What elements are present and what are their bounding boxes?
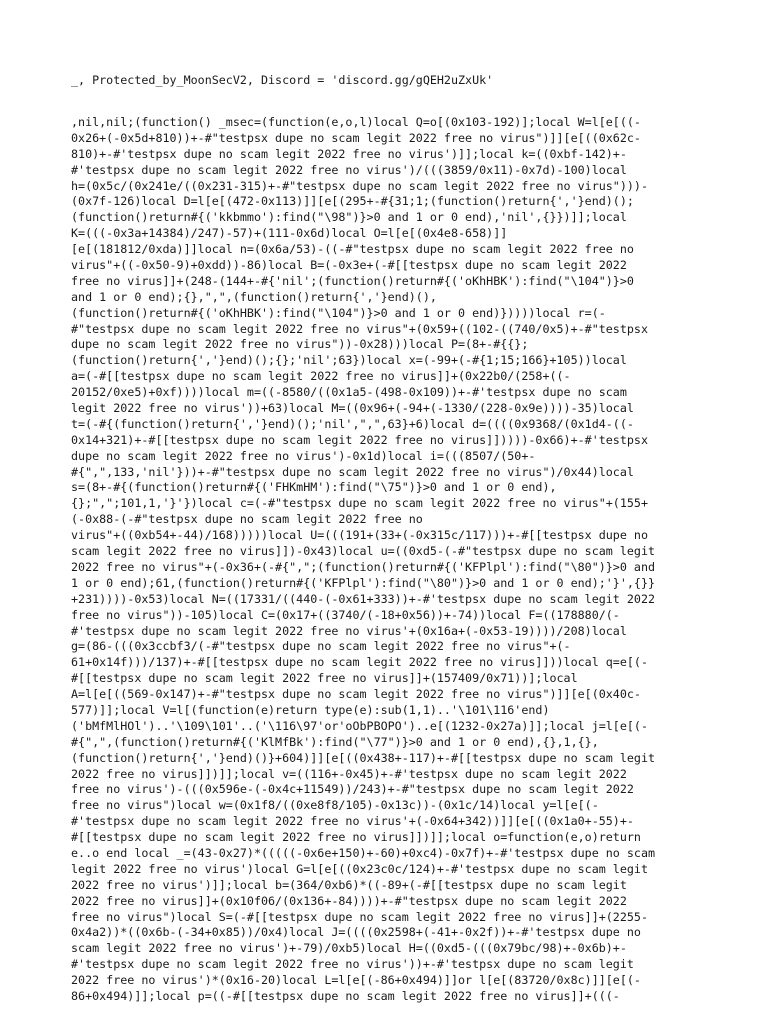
code-line: dupe no scam legit 2022 free no virus')-0x1d)local i=(((8507/(50+- bbox=[71, 448, 536, 463]
code-line: g=(86-(((0x3ccbf3/(-#"testpsx dupe no scam legit 2022 free no virus"+(- bbox=[71, 639, 571, 654]
code-line: 0x4a2))*((0x6b-(-34+0x85))/0x4)local J=((((0x2598+(-41+-0x2f))+-#'testpsx dupe no bbox=[71, 925, 641, 940]
code-line: 577)]];local V=l[(function(e)return type(e):sub(1,1)..'\101\116'end) bbox=[71, 702, 550, 717]
code-line: (function()return#{('oKhHBK'):find("\104")}>0 and 1 or 0 end)}))))local r=(- bbox=[71, 305, 606, 320]
code-line: 2022 free no virus]])]];local v=((116+-0x45)+-#'testpsx dupe no scam legit 2022 bbox=[71, 766, 627, 781]
code-line: 810)+-#'testpsx dupe no scam legit 2022 free no virus')]];local k=((0xbf-142)+- bbox=[71, 146, 627, 161]
code-line: 1 or 0 end);61,(function()return#{('KFPlpl'):find("\80")}>0 and 1 or 0 end);'}',{}} bbox=[71, 575, 656, 590]
code-line: free no virus]]+(248-(144+-#{'nil';(function()return#{('oKhHBK'):find("\104")}>0 bbox=[71, 273, 634, 288]
document-header: _, Protected_by_MoonSecV2, Discord = 'discord.gg/gQEH2uZxUk' bbox=[71, 73, 494, 87]
code-line: +231))))-0x53)local N=((17331/((440-(-0x61+333))+-#'testpsx dupe no scam legit 2022 bbox=[71, 591, 656, 606]
code-line: K=(((-0x3a+14384)/247)-57)+(111-0x6d)local O=l[e[(0x4e8-658)]] bbox=[71, 226, 508, 241]
code-line: scam legit 2022 free no virus]])-0x43)local u=((0xd5-(-#"testpsx dupe no scam legit bbox=[71, 544, 656, 559]
code-line: free no virus"))-105)local C=(0x17+((3740/(-18+0x56))+-74))local F=((178880/(- bbox=[71, 607, 620, 622]
code-line: (0x7f-126)local D=l[e[(472-0x113)]][e[(295+-#{31;1;(function()return{','}end)(); bbox=[71, 194, 634, 209]
code-line: e..o end local _=(43-0x27)*(((((-0x6e+150)+-60)+0xc4)-0x7f)+-#'testpsx dupe no scam bbox=[71, 845, 656, 860]
code-line: s=(8+-#{(function()return#{('FHKmHM'):find("\75")}>0 and 1 or 0 end), bbox=[71, 480, 557, 495]
code-block bbox=[71, 115, 701, 1005]
code-line: (function()return{','}end)();{};'nil';63})local x=(-99+(-#{1;15;166}+105))local bbox=[71, 353, 627, 368]
code-line: virus"+((0xb54+-44)/168)))))local U=(((191+(33+(-0x315c/117)))+-#[[testpsx dupe no bbox=[71, 528, 648, 543]
code-line: 2022 free no virus]]+(0x10f06/(0x136+-84))))+-#"testpsx dupe no scam legit 2022 bbox=[71, 893, 627, 908]
code-line: 0x26+(-0x5d+810))+-#"testpsx dupe no scam legit 2022 free no virus")]][e[((0x62c- bbox=[71, 130, 641, 145]
code-line: h=(0x5c/(0x241e/((0x231-315)+-#"testpsx dupe no scam legit 2022 free no virus")))- bbox=[71, 178, 648, 193]
code-line: (function()return{','}end)()}+604)]][e[((0x438+-117)+-#[[testpsx dupe no scam legit bbox=[71, 750, 656, 765]
code-line: #"testpsx dupe no scam legit 2022 free no virus"+(0x59+((102-((740/0x5)+-#"testpsx bbox=[71, 321, 648, 336]
code-line: [e[(181812/0xda)]]local n=(0x6a/53)-((-#"testpsx dupe no scam legit 2022 free no bbox=[71, 242, 634, 257]
code-line: a=(-#[[testpsx dupe no scam legit 2022 free no virus]]+(0x22b0/(258+((- bbox=[71, 369, 571, 384]
code-line: #'testpsx dupe no scam legit 2022 free no virus'))+-#'testpsx dupe no scam legit bbox=[71, 957, 634, 972]
code-line: (-0x88-(-#"testpsx dupe no scam legit 2022 free no bbox=[71, 512, 423, 527]
code-line: #'testpsx dupe no scam legit 2022 free no virus'+(0x16a+(-0x53-19))))/208)local bbox=[71, 623, 627, 638]
code-line: 61+0x14f)))/137)+-#[[testpsx dupe no scam legit 2022 free no virus]]))local q=e[(- bbox=[71, 655, 648, 670]
code-line: t=(-#{(function()return{','}end)();'nil',",",63}+6)local d=((((0x9368/(0x1d4-((- bbox=[71, 416, 634, 431]
code-line: 2022 free no virus"+(-0x36+(-#{",";(function()return#{('KFPlpl'):find("\80")}>0 and bbox=[71, 559, 656, 574]
code-line: 2022 free no virus')*(0x16-20)local L=l[e[(-86+0x494)]]or l[e[(83720/0x8c)]][e[(- bbox=[71, 973, 641, 988]
code-line: #[[testpsx dupe no scam legit 2022 free no virus]]+(157409/0x71))];local bbox=[71, 671, 578, 686]
code-line: 20152/0xe5)+0xf))))local m=((-8580/((0x1a5-(498-0x109))+-#'testpsx dupe no scam bbox=[71, 385, 627, 400]
code-line: 86+0x494)]];local p=((-#[[testpsx dupe no scam legit 2022 free no virus]]+(((- bbox=[71, 988, 620, 1003]
code-line: #'testpsx dupe no scam legit 2022 free no virus')/(((3859/0x11)-0x7d)-100)local bbox=[71, 162, 627, 177]
code-line: legit 2022 free no virus')local G=l[e[((0x23c0c/124)+-#'testpsx dupe no scam legit bbox=[71, 861, 648, 876]
code-line: dupe no scam legit 2022 free no virus"))-0x28)))local P=(8+-#{{}; bbox=[71, 337, 529, 352]
code-line: and 1 or 0 end);{},",",(function()return{','}end)(), bbox=[71, 289, 437, 304]
code-line: free no virus")local S=(-#[[testpsx dupe no scam legit 2022 free no virus]]+(2255- bbox=[71, 909, 648, 924]
code-line: ('bMfMlHOl')..'\109\101'..('\116\97'or'oObPBOPO')..e[(1232-0x27a)]];local j=l[e[(- bbox=[71, 718, 648, 733]
code-line: virus"+((-0x50-9)+0xdd))-86)local B=(-0x3e+(-#[[testpsx dupe no scam legit 2022 bbox=[71, 258, 627, 273]
code-line: #[[testpsx dupe no scam legit 2022 free no virus]])]];local o=function(e,o)return bbox=[71, 830, 641, 845]
code-line: legit 2022 free no virus'))+63)local M=((0x96+(-94+(-1330/(228-0x9e))))-35)local bbox=[71, 401, 634, 416]
code-line: (function()return#{('kkbmmo'):find("\98")}>0 and 1 or 0 end),'nil',{}})]];local bbox=[71, 210, 627, 225]
code-line: #'testpsx dupe no scam legit 2022 free no virus'+(-0x64+342))]][e[((0x1a0+-55)+- bbox=[71, 814, 634, 829]
code-line: #{",",133,'nil'}))+-#"testpsx dupe no scam legit 2022 free no virus")/0x44)local bbox=[71, 464, 634, 479]
code-line: A=l[e[((569-0x147)+-#"testpsx dupe no scam legit 2022 free no virus")]][e[(0x40c- bbox=[71, 687, 641, 702]
code-line: 2022 free no virus')]];local b=(364/0xb6)*((-89+(-#[[testpsx dupe no scam legit bbox=[71, 877, 627, 892]
code-line: scam legit 2022 free no virus')+-79)/0xb5)local H=((0xd5-(((0x79bc/98)+-0x6b)+- bbox=[71, 941, 627, 956]
code-line: 0x14+321)+-#[[testpsx dupe no scam legit 2022 free no virus]]))))-0x66)+-#'testpsx bbox=[71, 432, 648, 447]
code-line: free no virus')-(((0x596e-(-0x4c+11549))/243)+-#"testpsx dupe no scam legit 2022 bbox=[71, 782, 634, 797]
code-line: #{",",(function()return#{('KlMfBk'):find("\77")}>0 and 1 or 0 end),{},1,{}, bbox=[71, 734, 599, 749]
code-line: free no virus")local w=(0x1f8/((0xe8f8/105)-0x13c))-(0x1c/14)local y=l[e[(- bbox=[71, 798, 599, 813]
code-line: ,nil,nil;(function() _msec=(function(e,o,l)local Q=o[(0x103-192)];local W=l[e[((- bbox=[71, 115, 641, 129]
code-line: {};",";101,1,'}'})local c=(-#"testpsx dupe no scam legit 2022 free no virus"+(155+ bbox=[71, 496, 648, 511]
